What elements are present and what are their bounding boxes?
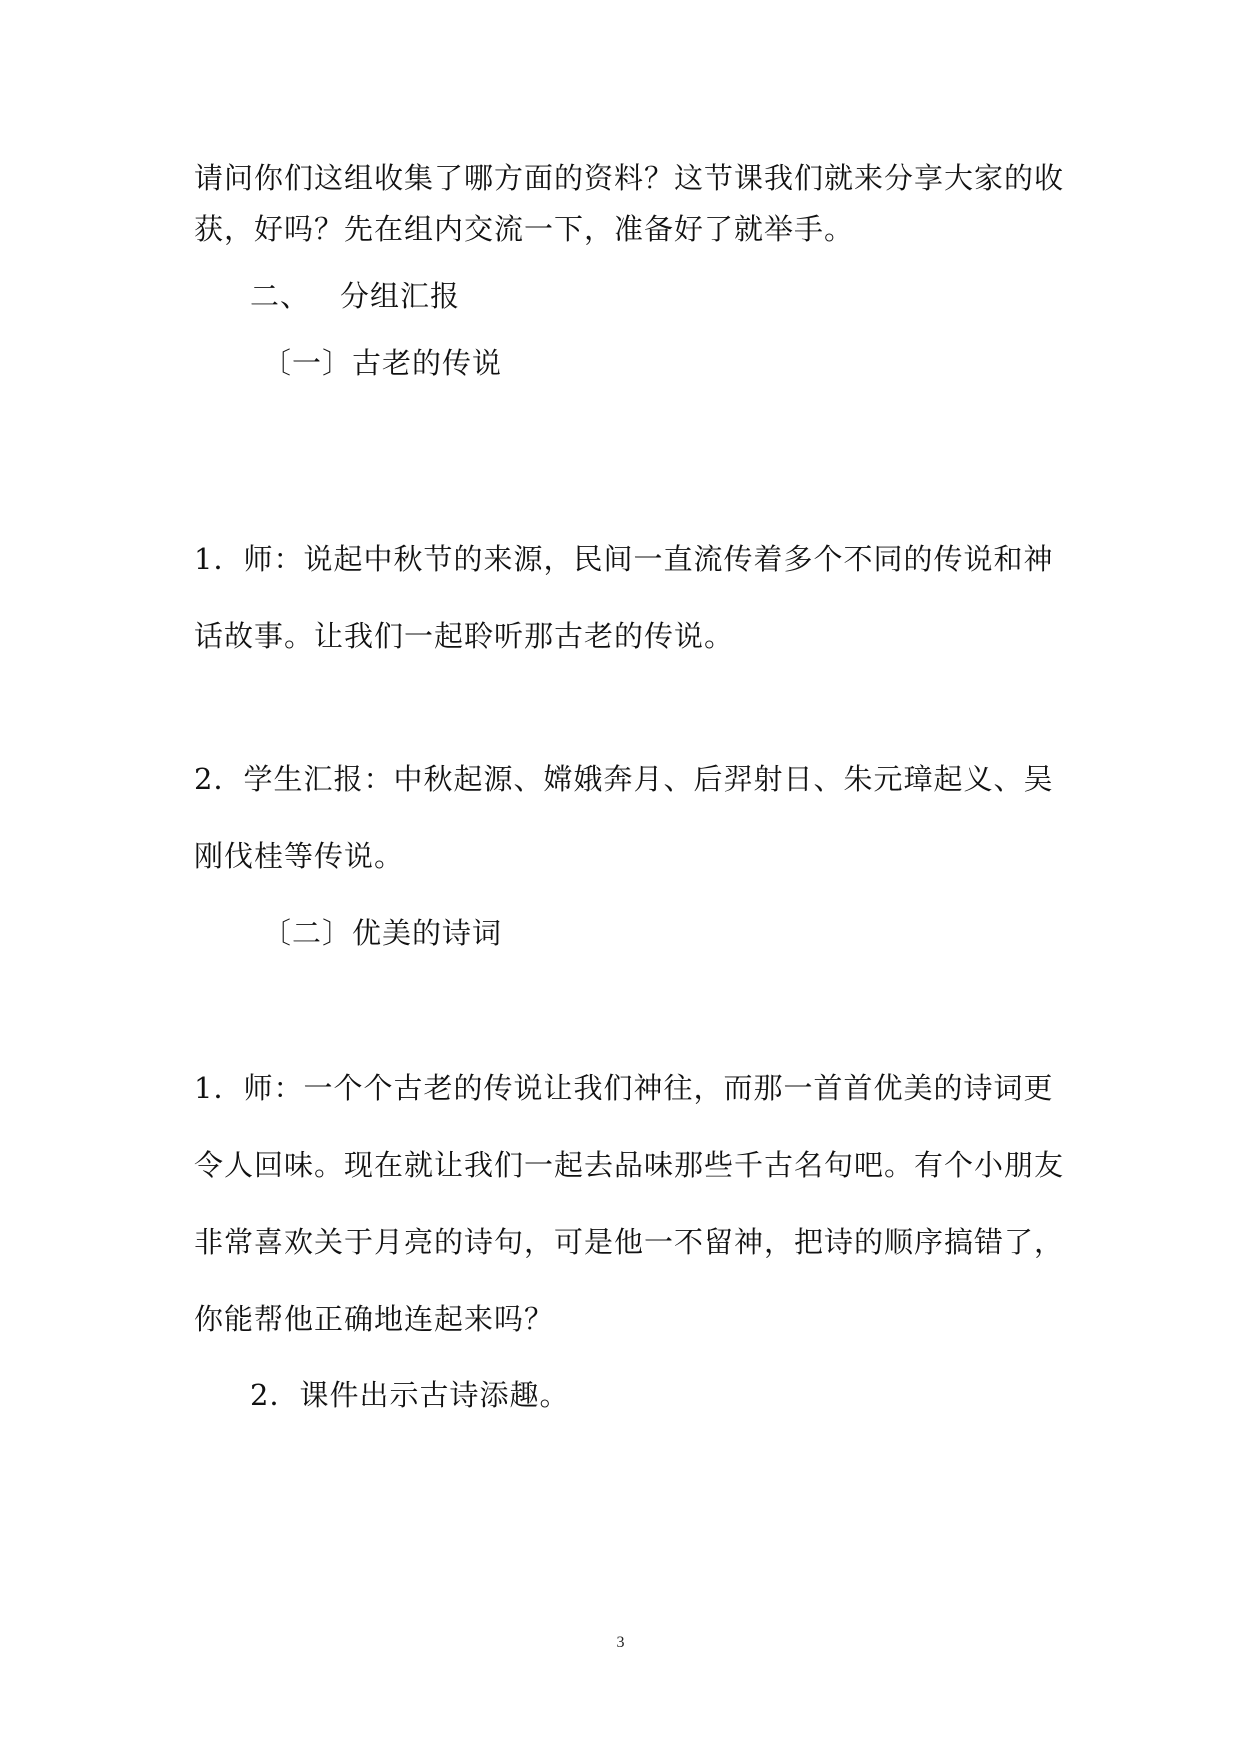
part-1-item-1-line-1: 1．师：说起中秋节的来源，民间一直流传着多个不同的传说和神	[194, 542, 1054, 576]
part-2-heading: 〔二〕优美的诗词	[262, 916, 503, 950]
part-1-item-2-line-2: 刚伐桂等传说。	[194, 839, 405, 873]
part-2-item-1-line-1: 1．师：一个个古老的传说让我们神往，而那一首首优美的诗词更	[194, 1071, 1054, 1105]
section-number: 二、	[250, 279, 311, 313]
part-2-item-1-line-3: 非常喜欢关于月亮的诗句，可是他一不留神，把诗的顺序搞错了，	[194, 1225, 1065, 1259]
part-1-item-2-line-1: 2．学生汇报：中秋起源、嫦娥奔月、后羿射日、朱元璋起义、吴	[194, 762, 1054, 796]
page-number: 3	[616, 1634, 625, 1651]
part-1-item-1-line-2: 话故事。让我们一起聆听那古老的传说。	[194, 619, 735, 653]
part-2-item-1-line-2: 令人回味。现在就让我们一起去品味那些千古名句吧。有个小朋友	[194, 1148, 1065, 1182]
part-2-item-2: 2．课件出示古诗添趣。	[250, 1378, 570, 1412]
part-1-heading: 〔一〕古老的传说	[262, 346, 503, 380]
intro-line-2: 获，好吗？先在组内交流一下，准备好了就举手。	[194, 212, 855, 246]
section-title: 分组汇报	[340, 279, 461, 313]
part-2-item-1-line-4: 你能帮他正确地连起来吗？	[194, 1302, 555, 1336]
intro-line-1: 请问你们这组收集了哪方面的资料？这节课我们就来分享大家的收	[194, 161, 1065, 195]
